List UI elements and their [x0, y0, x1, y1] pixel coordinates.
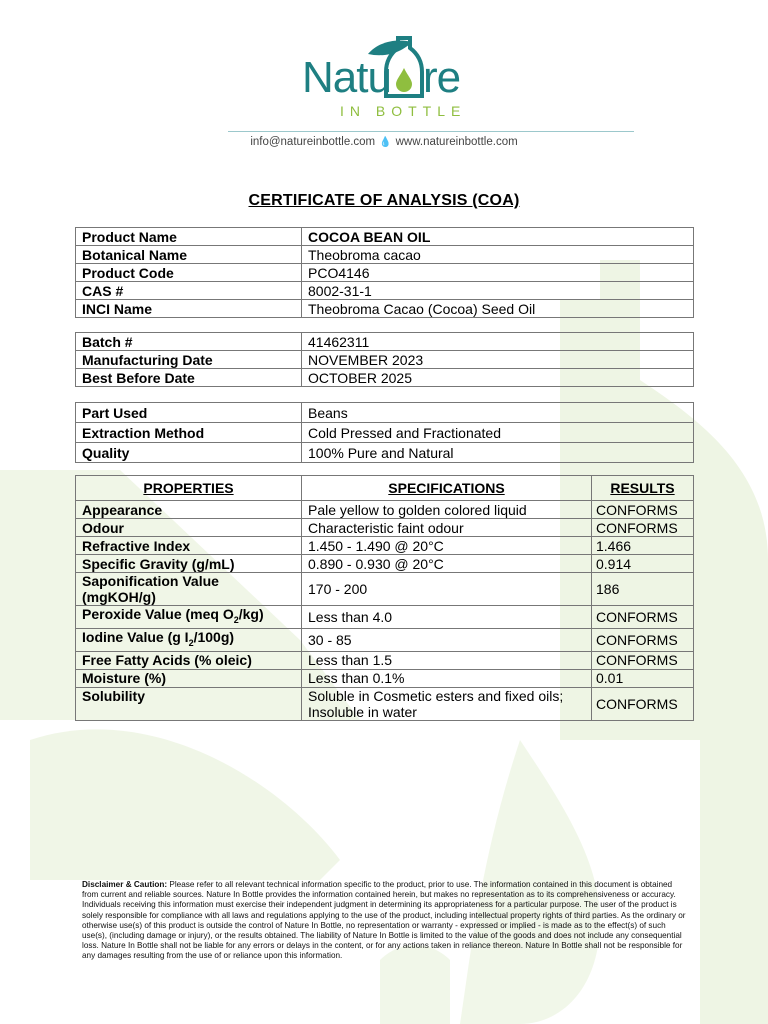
quality-value: 100% Pure and Natural [302, 443, 694, 463]
contact-email[interactable]: info@natureinbottle.com [250, 136, 376, 148]
table-row [76, 537, 694, 555]
spec-cell: Characteristic faint odour [302, 519, 592, 537]
spec-cell: 0.890 - 0.930 @ 20°C [302, 555, 592, 573]
quality-label: Quality [76, 443, 302, 463]
result-cell: CONFORMS [592, 501, 694, 519]
contact-website[interactable]: www.natureinbottle.com [395, 136, 518, 148]
results-header: RESULTS [592, 476, 694, 501]
spec-cell: Less than 0.1% [302, 669, 592, 687]
extraction-method-value: Cold Pressed and Fractionated [302, 423, 694, 443]
batch-label: Batch # [76, 333, 302, 351]
inci-name-label: INCI Name [76, 300, 302, 318]
table-row [76, 351, 694, 369]
result-cell: CONFORMS [592, 519, 694, 537]
result-cell: CONFORMS [592, 651, 694, 669]
table-row [76, 651, 694, 669]
product-name-label: Product Name [76, 228, 302, 246]
inci-name-value: Theobroma Cacao (Cocoa) Seed Oil [302, 300, 694, 318]
table-row [76, 333, 694, 351]
batch-info-table [75, 332, 694, 387]
result-cell: 0.01 [592, 669, 694, 687]
property-cell: Moisture (%) [76, 669, 302, 687]
drop-icon: 💧 [379, 137, 392, 148]
table-row [76, 606, 694, 629]
product-code-value: PCO4146 [302, 264, 694, 282]
table-row [76, 369, 694, 387]
header-divider [228, 131, 634, 132]
cas-value: 8002-31-1 [302, 282, 694, 300]
brand-name: Natu re [302, 53, 461, 102]
best-before-date-value: OCTOBER 2025 [302, 369, 694, 387]
property-cell: Solubility [76, 687, 302, 720]
property-cell: Odour [76, 519, 302, 537]
cas-label: CAS # [76, 282, 302, 300]
disclaimer-heading: Disclaimer & Caution: [82, 880, 168, 889]
table-row [76, 687, 694, 720]
result-cell: CONFORMS [592, 606, 694, 629]
result-cell: CONFORMS [592, 628, 694, 651]
table-row [76, 403, 694, 423]
table-row [76, 282, 694, 300]
properties-table [75, 475, 694, 721]
botanical-name-label: Botanical Name [76, 246, 302, 264]
product-code-label: Product Code [76, 264, 302, 282]
nature-in-bottle-logo [300, 34, 470, 124]
result-cell: 0.914 [592, 555, 694, 573]
table-row [76, 501, 694, 519]
botanical-name-value: Theobroma cacao [302, 246, 694, 264]
spec-cell: Less than 4.0 [302, 606, 592, 629]
property-cell: Saponification Value (mgKOH/g) [76, 573, 302, 606]
part-used-value: Beans [302, 403, 694, 423]
disclaimer-block [82, 880, 688, 962]
table-row [76, 443, 694, 463]
product-info-table [75, 227, 694, 318]
table-row [76, 228, 694, 246]
manufacturing-date-label: Manufacturing Date [76, 351, 302, 369]
table-header-row [76, 476, 694, 501]
batch-value: 41462311 [302, 333, 694, 351]
table-row [76, 300, 694, 318]
spec-cell: 1.450 - 1.490 @ 20°C [302, 537, 592, 555]
disclaimer-text: Please refer to all relevant technical information specific to the product, prior to use. The information contained in this document is obtained from current and reliable sources. Nature In Bottle provides the information contained herein, but makes no representation as to its comprehensiveness or accuracy. Individuals receiving this information must exercise their independent judgment in determining its appropriateness for a particular purpose. The user of the product is solely responsible for compliance with all laws and regulations applying to the use of the product, including intellectual property rights of third parties. As the ordinary or otherwise use(s) of this product is outside the control of Nature In Bottle, no representation or warranty - expressed or implied - is made as to the effect(s) of such use(s), (including damage or injury), or the results obtained. The liability of Nature In Bottle is limited to the value of the goods and does not include any consequential loss. Nature In Bottle shall not be liable for any errors or delays in the content, or for any actions taken in reliance thereon. Nature In Bottle shall not be responsible for any damages resulting from the use of or reliance upon this information. [82, 880, 686, 961]
table-row [76, 264, 694, 282]
table-row [76, 246, 694, 264]
property-cell: Refractive Index [76, 537, 302, 555]
part-used-label: Part Used [76, 403, 302, 423]
table-row [76, 628, 694, 651]
best-before-date-label: Best Before Date [76, 369, 302, 387]
brand-tagline: IN BOTTLE [340, 103, 467, 119]
table-row [76, 555, 694, 573]
result-cell: CONFORMS [592, 687, 694, 720]
property-cell: Free Fatty Acids (% oleic) [76, 651, 302, 669]
result-cell: 1.466 [592, 537, 694, 555]
table-row [76, 669, 694, 687]
contact-line [0, 136, 768, 148]
property-cell: Peroxide Value (meq $O_2/kg$) [76, 606, 302, 629]
table-row [76, 519, 694, 537]
spec-cell: 170 - 200 [302, 573, 592, 606]
property-cell: Appearance [76, 501, 302, 519]
spec-cell: Soluble in Cosmetic esters and fixed oils; Insoluble in water [302, 687, 592, 720]
spec-cell: Less than 1.5 [302, 651, 592, 669]
specifications-header: SPECIFICATIONS [302, 476, 592, 501]
document-title: CERTIFICATE OF ANALYSIS (COA) [248, 192, 520, 209]
spec-cell: 30 - 85 [302, 628, 592, 651]
product-name-value: COCOA BEAN OIL [302, 228, 694, 246]
extraction-method-label: Extraction Method [76, 423, 302, 443]
table-row [76, 573, 694, 606]
properties-header: PROPERTIES [76, 476, 302, 501]
property-cell: Specific Gravity (g/mL) [76, 555, 302, 573]
manufacturing-date-value: NOVEMBER 2023 [302, 351, 694, 369]
property-cell: Iodine Value (g $I_2/100g$) [76, 628, 302, 651]
result-cell: 186 [592, 573, 694, 606]
source-info-table [75, 402, 694, 463]
spec-cell: Pale yellow to golden colored liquid [302, 501, 592, 519]
table-row [76, 423, 694, 443]
